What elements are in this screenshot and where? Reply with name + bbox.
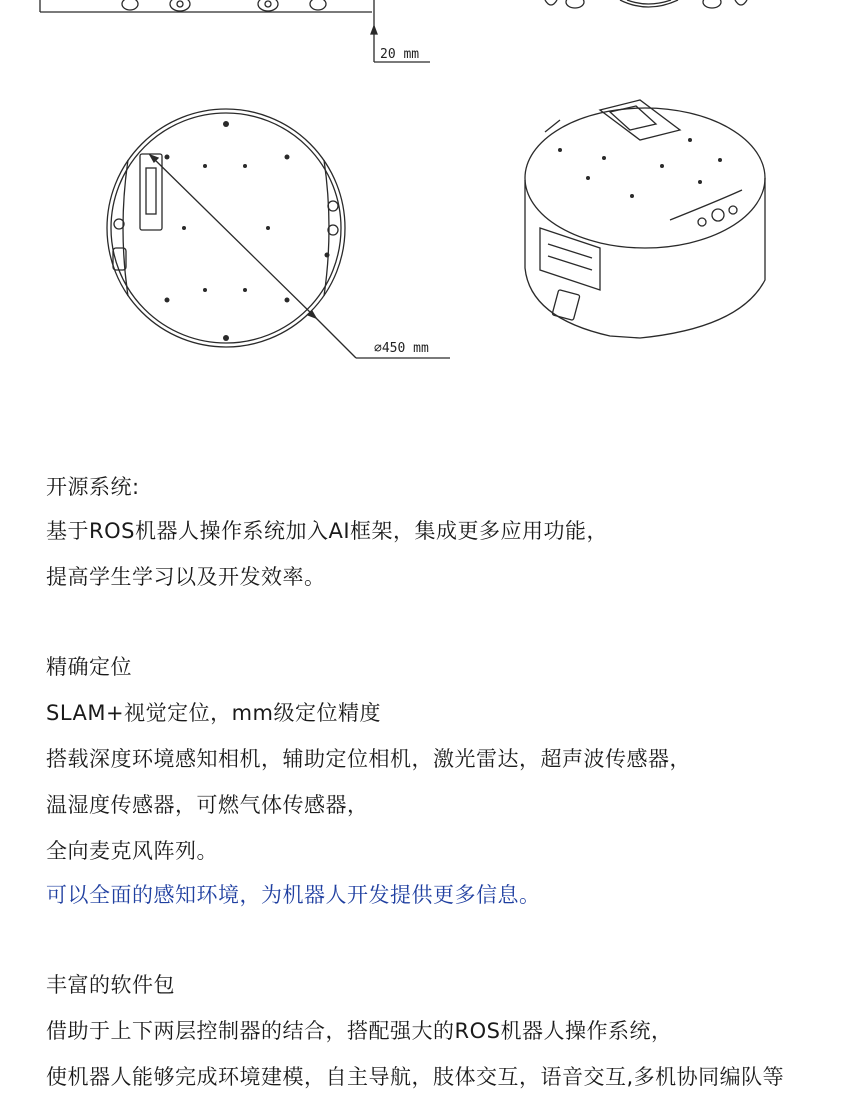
side-dimension-label: 20 mm — [380, 47, 420, 62]
section-title: 精确定位 — [46, 655, 132, 679]
section-line: 提高学生学习以及开发效率。 — [46, 565, 326, 589]
section-line: 温湿度传感器，可燃气体传感器， — [46, 793, 369, 817]
section-line: SLAM+视觉定位，mm级定位精度 — [46, 701, 382, 725]
section-highlight: 可以全面的感知环境，为机器人开发提供更多信息。 — [46, 883, 541, 907]
section-line: 全向麦克风阵列。 — [46, 839, 218, 863]
top-view-holes — [165, 121, 330, 341]
section-title: 丰富的软件包 — [46, 973, 175, 997]
section-line: 基于ROS机器人操作系统加入AI框架，集成更多应用功能， — [46, 519, 609, 543]
top-right-fragment — [545, 0, 747, 8]
diameter-dimension-label: ∅450 mm — [374, 341, 429, 356]
isometric-view-drawing — [525, 100, 765, 338]
section-title: 开源系统: — [46, 475, 140, 499]
section-line: 搭载深度环境感知相机，辅助定位相机，激光雷达，超声波传感器， — [46, 747, 691, 771]
top-view-drawing — [107, 109, 450, 358]
section-line: 使机器人能够完成环境建模，自主导航，肢体交互，语音交互,多机协同编队等 — [46, 1065, 785, 1089]
section-line: 借助于上下两层控制器的结合，搭配强大的ROS机器人操作系统， — [46, 1019, 673, 1043]
side-view-fragment — [40, 0, 430, 62]
isometric-holes — [558, 138, 722, 198]
technical-drawings — [0, 0, 850, 400]
